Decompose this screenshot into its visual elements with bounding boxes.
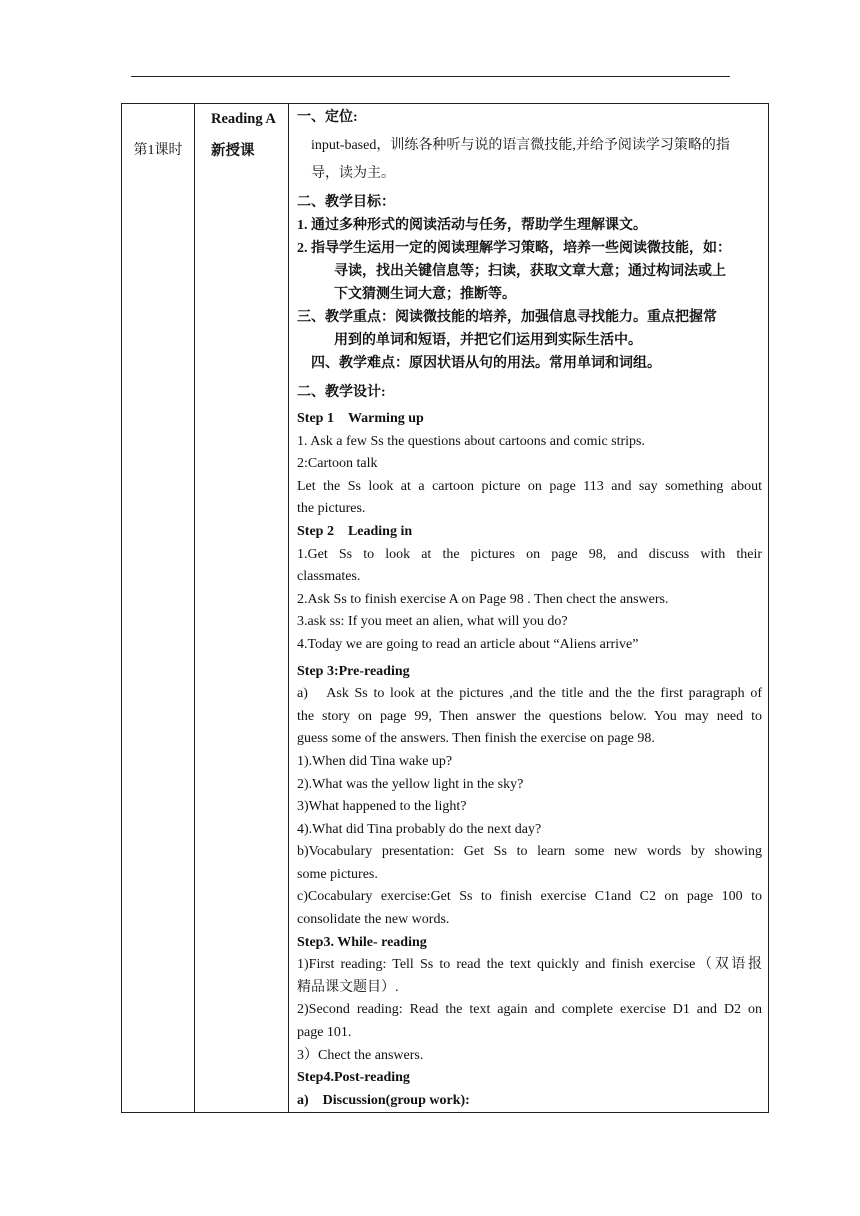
step2-line: classmates. [297,569,361,585]
step3-line: b)Vocabulary presentation: Get Ss to learn some new words by showing [297,844,762,860]
question-item: 1).When did Tina wake up? [297,753,453,769]
step3-line: consolidate the new words. [297,912,450,928]
lesson-plan-table [121,103,769,1113]
step3-title: Step 3:Pre-reading [297,663,410,679]
step2-line: 4.Today we are going to read an article about “Aliens arrive” [297,636,639,652]
period-label: 第1课时 [133,143,183,158]
step1-line: 1. Ask a few Ss the questions about cartoons and comic strips. [297,433,646,449]
step3-line: some pictures. [297,866,378,882]
step2-title: Step 2 Leading in [297,523,413,539]
lesson-title: Reading A [211,111,276,127]
objectives-heading: 二、教学目标： [297,195,395,210]
header-rule [131,76,730,77]
question-item: 3)What happened to the light? [297,799,467,815]
difficulties: 四、教学难点：原因状语从句的用法。常用单词和词组。 [311,356,661,371]
while-reading-line: 2)Second reading: Read the text again and complete exercise D1 and D2 on [297,1002,762,1018]
post-reading-line: a) Discussion(group work): [297,1092,470,1108]
lesson-cell [195,104,289,1113]
key-points: 三、教学重点：阅读微技能的培养，加强信息寻找能力。重点把握常 用到的单词和短语，并把它们运用到实际生活中。 [297,310,717,348]
step2-line: 2.Ask Ss to finish exercise A on Page 98 . Then chect the answers. [297,591,669,607]
step1-line: 2:Cartoon talk [297,456,378,472]
positioning-text: input-based，训练各种听与说的语言微技能,并给予阅读学习策略的指 导，读为主。 [311,138,730,181]
step3-line: guess some of the answers. Then finish the exercise on page 98. [297,731,655,747]
while-reading-line: 精品课文题目）. [297,979,399,995]
while-reading-title: Step3. While- reading [297,934,427,950]
while-reading-line: 1)First reading: Tell Ss to read the text quickly and finish exercise（双语报 [297,957,762,973]
step2-line: 1.Get Ss to look at the pictures on page 98, and discuss with their [297,546,762,562]
step1-line: Let the Ss look at a cartoon picture on page 113 and say something about [297,478,762,494]
step3-line: a) Ask Ss to look at the pictures ,and the title and the the first paragraph of [297,686,762,702]
step1-line: the pictures. [297,501,366,517]
step3-line: the story on page 99, Then answer the questions below. You may need to [297,708,762,724]
table-row [122,104,769,1113]
positioning-heading: 一、定位: [297,110,358,125]
post-reading-title: Step4.Post-reading [297,1070,410,1086]
objective-1: 1. 通过多种形式的阅读活动与任务，帮助学生理解课文。 [297,218,647,233]
step1-title: Step 1 Warming up [297,411,424,426]
step3-line: c)Cocabulary exercise:Get Ss to finish exercise C1and C2 on page 100 to [297,889,762,905]
period-cell [122,104,195,1113]
lesson-type: 新授课 [211,143,255,159]
question-item: 2).What was the yellow light in the sky? [297,776,524,792]
content-cell [289,104,769,1113]
step2-line: 3.ask ss: If you meet an alien, what will you do? [297,614,568,630]
objective-2: 2. 指导学生运用一定的阅读理解学习策略，培养一些阅读微技能，如： 寻读，找出关键信息等；扫读，获取文章大意；通过构词法或上 下文猜测生词大意；推断等。 [297,241,731,302]
while-reading-line: 3）Chect the answers. [297,1047,424,1063]
design-heading: 二、教学设计: [297,385,386,400]
question-item: 4).What did Tina probably do the next day? [297,821,542,837]
while-reading-line: page 101. [297,1025,352,1041]
